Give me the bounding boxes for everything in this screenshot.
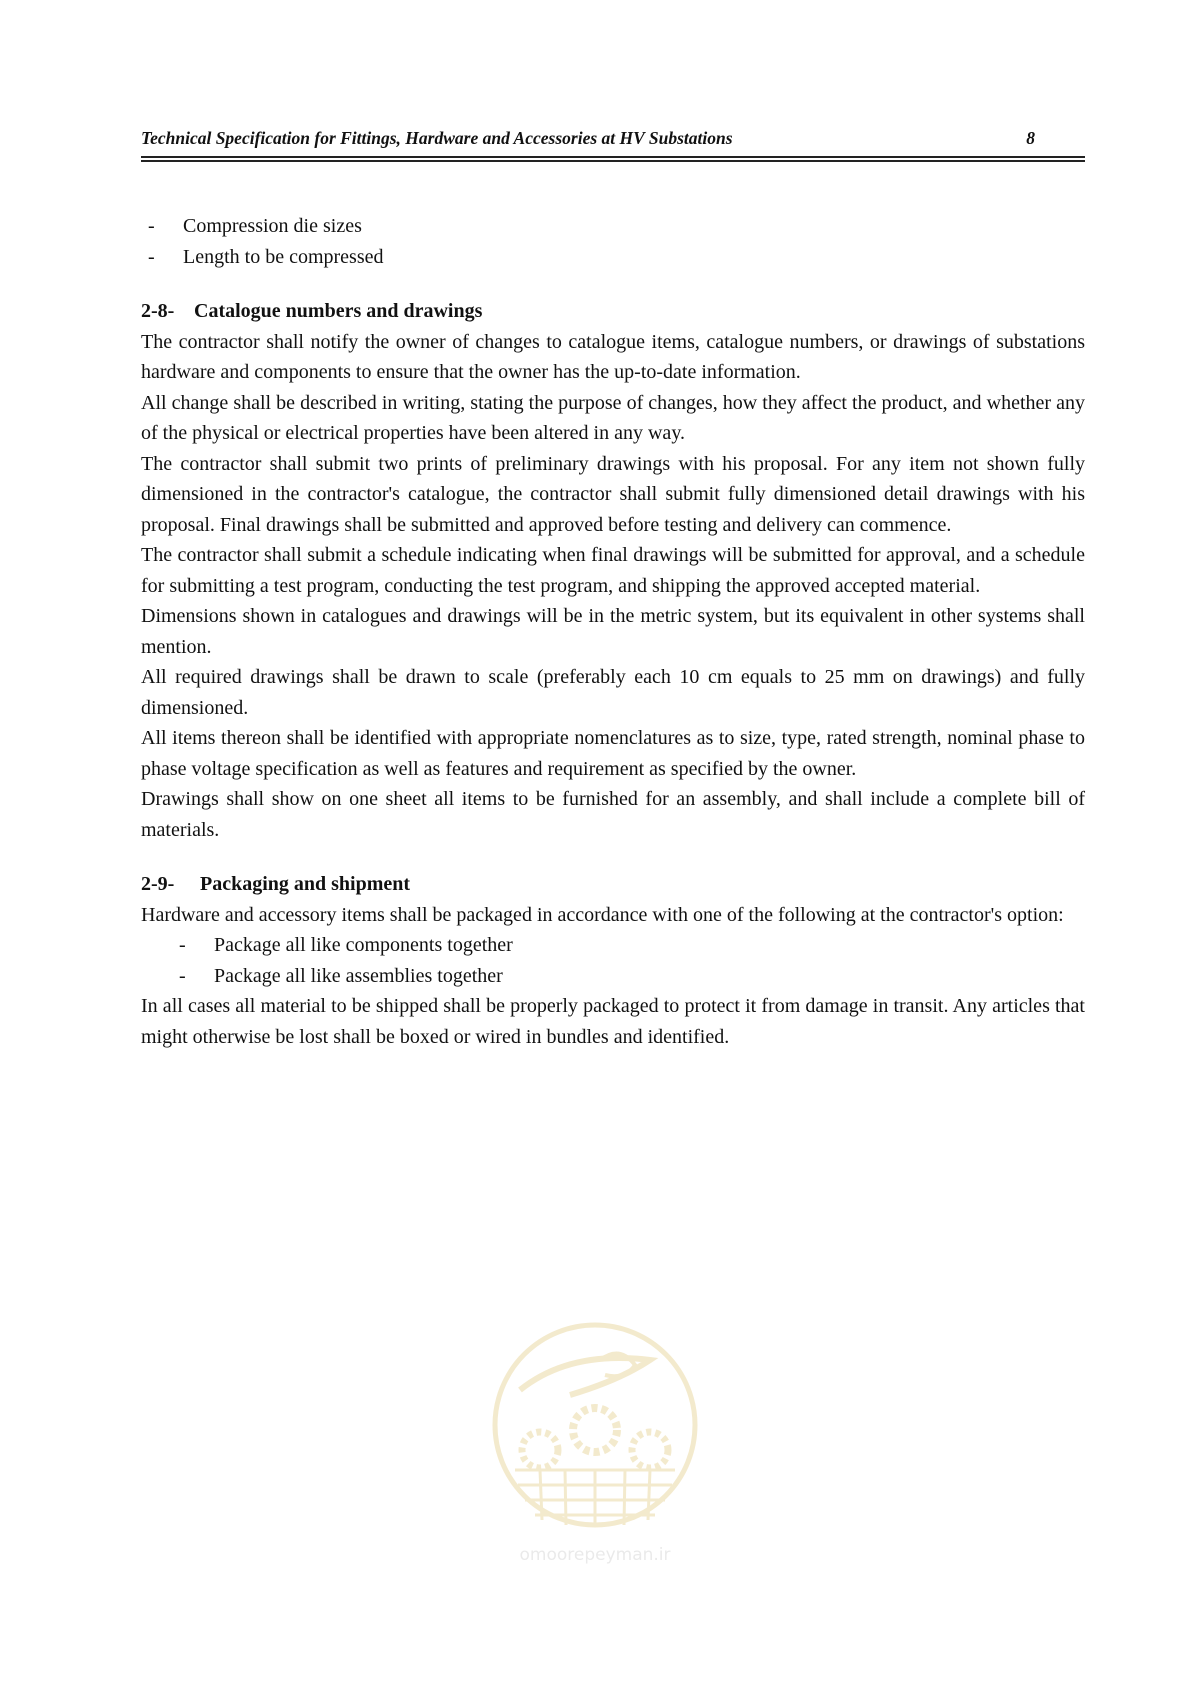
paragraph: The contractor shall notify the owner of changes to catalogue items, catalogue numbers, or drawings of substations hardware and components to ensure that the owner has the up-to-date information. [141, 330, 1085, 383]
list-item [141, 930, 1085, 961]
watermark-text: omoorepeyman.ir [519, 1545, 671, 1565]
page-number: 8 [1026, 128, 1035, 148]
list-item-text: Length to be compressed [183, 245, 384, 268]
paragraph: The contractor shall submit a schedule indicating when final drawings will be submitted for approval, and a schedule for submitting a test program, conducting the test program, and shipping the approved accepted material. [141, 544, 1085, 597]
paragraph: All change shall be described in writing, stating the purpose of changes, how they affect the product, and whether any of the physical or electrical properties have been altered in any way. [141, 391, 1085, 444]
paragraph: All items thereon shall be identified with appropriate nomenclatures as to size, type, rated strength, nominal phase to phase voltage specification as well as features and requirement as specified by the owner. [141, 727, 1085, 780]
section-number: 2-9- [141, 873, 175, 895]
header-rule-bottom [141, 160, 1085, 162]
header-rule-top [141, 156, 1085, 158]
watermark-logo [480, 1320, 710, 1570]
list-item-text: Package all like components together [214, 934, 513, 956]
bullet-dash: - [148, 215, 155, 237]
paragraph: Drawings shall show on one sheet all items to be furnished for an assembly, and shall include a complete bill of materials. [141, 788, 1085, 841]
section-title: Packaging and shipment [200, 873, 411, 895]
section-heading-2-9 [141, 869, 1085, 900]
paragraph: The contractor shall submit two prints of preliminary drawings with his proposal. For any item not shown fully dimensioned in the contractor's catalogue, the contractor shall submit fully dimensioned detail drawings with his proposal. Final drawings shall be submitted and approved before testing and delivery can commence. [141, 452, 1085, 536]
header-title: Technical Specification for Fittings, Hardware and Accessories at HV Substations [141, 128, 733, 148]
paragraph: In all cases all material to be shipped shall be properly packaged to protect it from damage in transit. Any articles that might otherwise be lost shall be boxed or wired in bundles and identified. [141, 995, 1085, 1048]
paragraph: Dimensions shown in catalogues and drawings will be in the metric system, but its equivalent in other systems shall mention. [141, 605, 1085, 658]
document-body [141, 211, 1085, 1052]
paragraph: Hardware and accessory items shall be packaged in accordance with one of the following at the contractor's option: [141, 903, 1064, 926]
list-item [141, 961, 1085, 992]
page-header [141, 128, 1085, 154]
bullet-dash: - [179, 964, 186, 987]
paragraph: All required drawings shall be drawn to scale (preferably each 10 cm equals to 25 mm on drawings) and fully dimensioned. [141, 666, 1085, 719]
watermark-seal-icon [480, 1320, 710, 1570]
section-heading-2-8 [141, 296, 1085, 327]
list-item-text: Package all like assemblies together [214, 964, 503, 987]
list-item-text: Compression die sizes [183, 215, 362, 237]
list-item [141, 211, 1085, 242]
bullet-dash: - [179, 934, 186, 956]
section-number: 2-8- [141, 300, 175, 322]
section-title: Catalogue numbers and drawings [194, 300, 483, 322]
bullet-dash: - [148, 245, 155, 268]
list-item [141, 242, 1085, 273]
